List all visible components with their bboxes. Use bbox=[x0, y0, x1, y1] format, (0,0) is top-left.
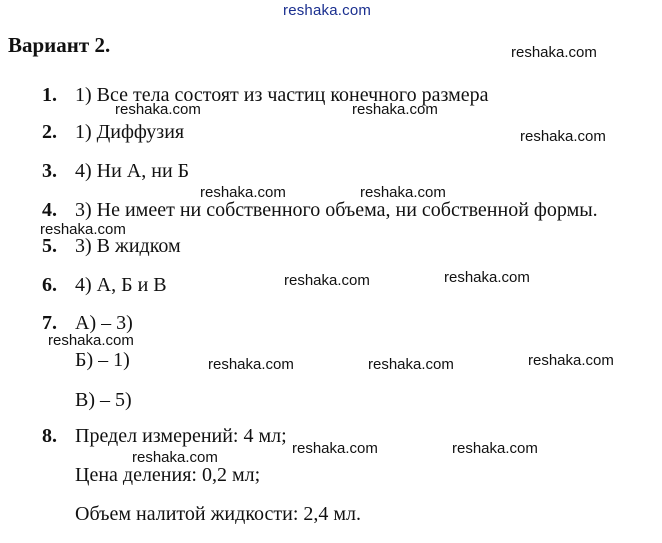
answer-number: 5. bbox=[42, 235, 57, 257]
answer-text: 3) Не имеет ни собственного объема, ни собственной формы. bbox=[75, 199, 598, 221]
answer-text: 1) Диффузия bbox=[75, 121, 185, 143]
answer-text: Объем налитой жидкости: 2,4 мл. bbox=[75, 503, 362, 525]
header-watermark: reshaka.com bbox=[283, 2, 372, 19]
watermark: reshaka.com bbox=[511, 44, 597, 61]
watermark: reshaka.com bbox=[352, 101, 438, 118]
watermark: reshaka.com bbox=[200, 184, 286, 201]
answer-text: 1) Все тела состоят из частиц конечного размера bbox=[75, 84, 489, 106]
watermark: reshaka.com bbox=[368, 356, 454, 373]
watermark: reshaka.com bbox=[452, 440, 538, 457]
watermark: reshaka.com bbox=[132, 449, 218, 466]
watermark: reshaka.com bbox=[40, 221, 126, 238]
watermark: reshaka.com bbox=[528, 352, 614, 369]
answer-text: 3) В жидком bbox=[75, 235, 181, 257]
page-title: Вариант 2. bbox=[8, 33, 111, 57]
watermark: reshaka.com bbox=[292, 440, 378, 457]
answer-text: В) – 5) bbox=[75, 389, 132, 411]
watermark: reshaka.com bbox=[115, 101, 201, 118]
watermark: reshaka.com bbox=[360, 184, 446, 201]
answer-number: 8. bbox=[42, 425, 57, 447]
watermark: reshaka.com bbox=[444, 269, 530, 286]
answer-number: 2. bbox=[42, 121, 57, 143]
answer-number: 1. bbox=[42, 84, 57, 106]
answer-text: Предел измерений: 4 мл; bbox=[75, 425, 287, 447]
answer-text: 4) Ни А, ни Б bbox=[75, 160, 190, 182]
watermark: reshaka.com bbox=[520, 128, 606, 145]
answer-number: 3. bbox=[42, 160, 57, 182]
answer-number: 7. bbox=[42, 312, 57, 334]
answer-text: 4) А, Б и В bbox=[75, 274, 167, 296]
answer-number: 6. bbox=[42, 274, 57, 296]
answer-number: 4. bbox=[42, 199, 57, 221]
answer-text: Цена деления: 0,2 мл; bbox=[75, 464, 261, 486]
answer-text: А) – 3) bbox=[75, 312, 133, 334]
watermark: reshaka.com bbox=[208, 356, 294, 373]
watermark: reshaka.com bbox=[48, 332, 134, 349]
watermark: reshaka.com bbox=[284, 272, 370, 289]
answer-text: Б) – 1) bbox=[75, 349, 130, 371]
